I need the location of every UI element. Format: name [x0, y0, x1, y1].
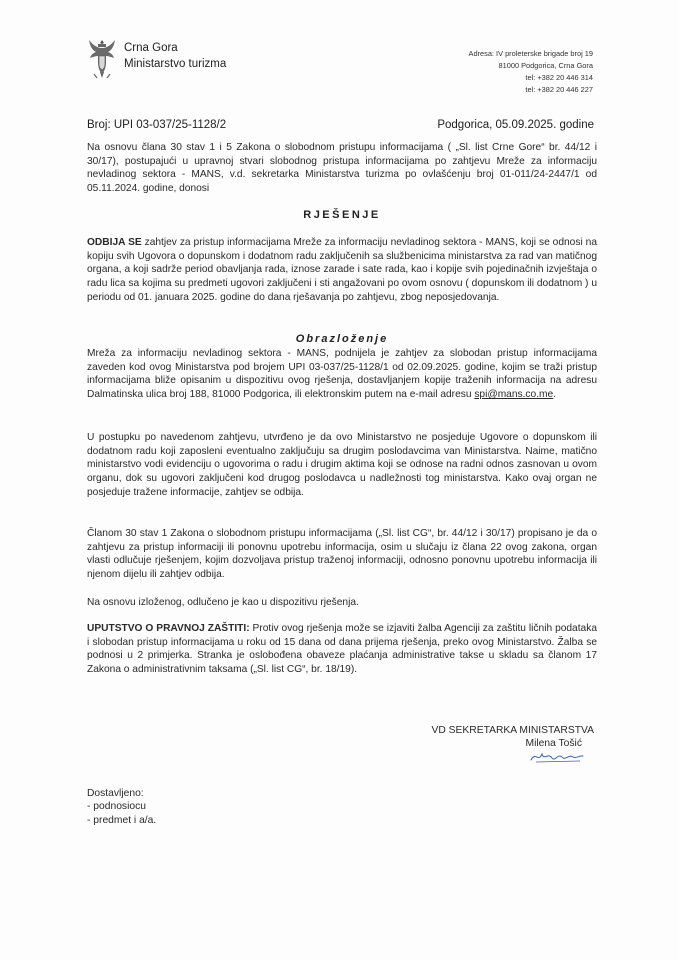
institution-name — [124, 40, 226, 72]
coat-of-arms-icon — [88, 36, 116, 82]
handwritten-signature — [528, 749, 586, 765]
delivery-title: Dostavljeno: — [87, 788, 144, 799]
signatory-role: VD SEKRETARKA MINISTARSTVA — [431, 725, 594, 736]
paragraph-conclusion: Na osnovu izloženog, odlučeno je kao u dispozitivu rješenja. — [87, 597, 359, 608]
delivery-item: - predmet i a/a. — [87, 814, 156, 827]
signature-block — [432, 724, 595, 750]
email-link[interactable]: spi@mans.co.me — [474, 389, 554, 401]
decision-text: zahtjev za pristup informacijama Mreže za informaciju nevladinog sektora - MANS, koji se odnosi na kopiju svih Ugovora o dopunskom i dodatnom radu zaključenih sa službenicima ministarstva za rad van matičnog organa, a koji sadrže period obavljanja rada, iznose zarade i sate rada, kao i kopije svih pojedinačnih izvještaja o radu lica sa kojima su predmeti ugovori zaključeni i sti angažovani po ovom osnovu ( dopunskom ili dodatnom ) u periodu od 01. januara 2025. godine do dana rješavanja po zahtjevu, zbog neposjedovanja. — [87, 237, 597, 303]
address-street: Adresa: IV proleterske brigade broj 19 — [468, 49, 593, 58]
decision-title: RJEŠENJE — [303, 209, 381, 221]
phone-2: tel: +382 20 446 227 — [525, 85, 593, 94]
intro-paragraph: Na osnovu člana 30 stav 1 i 5 Zakona o slobodnom pristupu informacijama ( „Sl. list Crne Gore“ br. 44/12 i 30/17), postupajući u upravnoj stvari slobodnog pristupa informacijama po zahtjevu Mreže za informaciju nevladinog sektora - MANS, v.d. sekretarka Ministarstva turizma po ovlašćenju broj 01-011/24-2447/1 od 05.11.2024. godine, donosi — [87, 142, 597, 195]
document-number: Broj: UPI 03-037/25-1128/2 — [87, 119, 227, 131]
paragraph-request-text: Mreža za informaciju nevladinog sektora - MANS, podnijela je zahtjev za slobodan pristup informacijama zaveden kod ovog Ministarstva pod brojem UPI 03-037/25-1128/1 od 02.09.2025. godine, kojim se traži pristup informacijama bliže opisanim u dispozitivu ovog rješenja, dostavljanjem kopije traženih informacija na adresu Dalmatinska ulica broj 188, 81000 Podgorica, ili elektronskim putem na e-mail adresu — [87, 348, 597, 401]
delivery-list — [87, 800, 156, 827]
decision-lead: ODBIJA SE — [87, 237, 142, 248]
legal-remedy-paragraph — [87, 622, 597, 677]
delivery-block — [87, 787, 156, 827]
signatory-name: Milena Tošić — [525, 738, 582, 749]
legal-remedy-lead: UPUTSTVO O PRAVNOJ ZAŠTITI: — [87, 623, 250, 634]
paragraph-request — [87, 347, 597, 402]
address-city: 81000 Podgorica, Crna Gora — [498, 61, 593, 70]
paragraph-legal-basis: Članom 30 stav 1 Zakona o slobodnom pristupu informacijama („Sl. list CG“, br. 44/12 i 30/17) propisano je da o zahtjevu za pristup informaciji ili ponovnu upotrebu informacija, osim u slučaju iz člana 22 ovog zakona, organ vlasti odlučuje rješenjem, kojim dozvoljava pristup traženoj informaciji, odnosno ponovnu upotrebu informacija ili njenom dijelu ili zahtjev odbija. — [87, 528, 597, 581]
paragraph-findings: U postupku po navedenom zahtjevu, utvrđeno je da ovo Ministarstvo ne posjeduje Ugovore o dopunskom ili dodatnom radu koji zaposleni eventualno zaključuju sa drugim poslodavcima van Ministarstva. Naime, matično ministarstvo vodi evidenciju o ugovorima o radu i drugim aktima koji se odnose na radni odnos zasnovan u ovom organu, dok su ugovori zaključeni kod drugog poslodavca u nadležnosti tog ministarstva. Kako ovaj organ ne posjeduje tražene informacije, zahtjev se odbija. — [87, 432, 597, 498]
paragraph-request-end: . — [553, 389, 557, 401]
phone-1: tel: +382 20 446 314 — [525, 73, 593, 82]
country-name: Crna Gora — [124, 42, 178, 54]
ministry-name: Ministarstvo turizma — [124, 58, 227, 70]
decision-paragraph — [87, 236, 597, 305]
legal-remedy-text: Protiv ovog rješenja može se izjaviti žalba Agenciji za zaštitu ličnih podataka i slobodan pristup informacijama u roku od 15 dana od dana prijema rješenja, preko ovog Ministarstvo. Žalba se podnosi u 2 primjerka. Stranka je oslobođena obaveze plaćanja administrative takse u skladu sa članom 17 Zakona o administrativnim taksama („Sl. list CG“, br. 18/19). — [87, 623, 597, 676]
delivery-item: - podnosiocu — [87, 800, 156, 813]
reasoning-title: Obrazloženje — [295, 333, 389, 345]
place-date: Podgorica, 05.09.2025. godine — [437, 119, 594, 131]
address-block — [469, 48, 593, 96]
